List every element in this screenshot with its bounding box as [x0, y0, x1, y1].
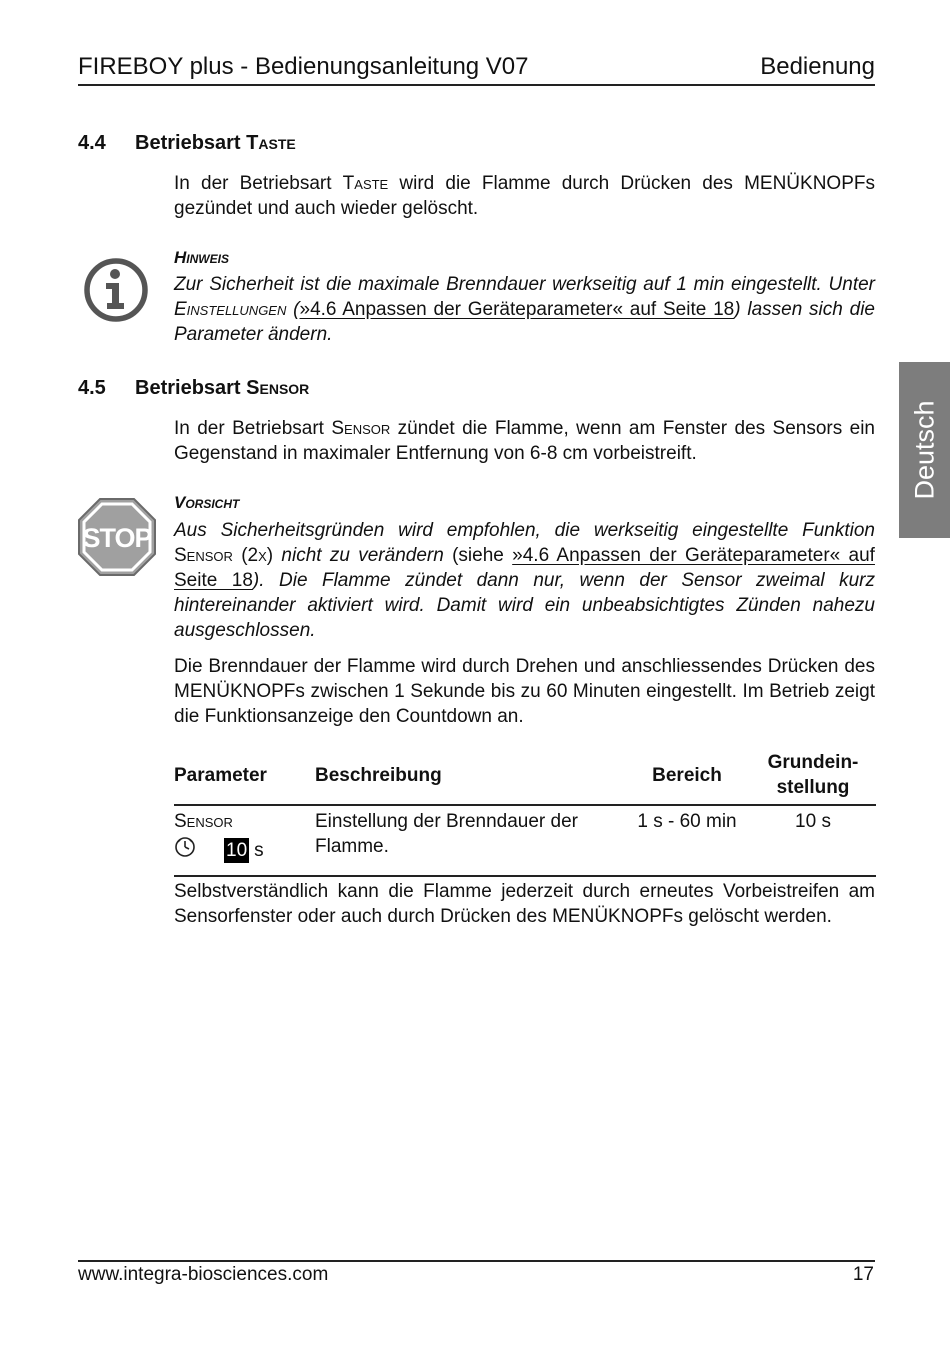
stop-sign-icon: [77, 497, 157, 577]
stop-sign-text: STOP: [82, 523, 152, 553]
caution-text: Aus Sicherheitsgründen wird empfohlen, die werkseitig eingestellte Funktion Sensor (2x) nicht zu verändern (siehe »4.6 Anpassen der Geräteparameter« auf Seite 18). Die Flamme zündet dann nur, wenn der Sensor zweimal kurz hintereinander aktiviert wird. Damit wird ein unbeabsichtigtes Zünden nahezu ausgeschlossen.: [174, 520, 875, 641]
header-bereich: Bereich: [652, 764, 722, 786]
document-title: FIREBOY plus - Bedienungsanleitung V07: [78, 53, 529, 80]
section-4-4-heading: 4.4 Betriebsart Taste: [78, 132, 296, 154]
section-4-4-intro: In der Betriebsart Taste wird die Flamme durch Drücken des MENÜKNOPFs gezündet und auch wieder gelöscht.: [174, 173, 875, 219]
note-heading: Hinweis: [174, 248, 229, 267]
table-row: [174, 805, 876, 876]
language-tab: [899, 362, 950, 538]
info-icon: [82, 256, 150, 324]
cell-beschreibung: Einstellung der Brenndauer der Flamme.: [315, 811, 579, 857]
note-text: Zur Sicherheit ist die maximale Brenndauer werkseitig auf 1 min eingestellt. Unter Einstellungen (»4.6 Anpassen der Geräteparameter« auf Seite 18) lassen sich die Parameter ändern.: [174, 274, 875, 345]
display-value: 10: [226, 840, 248, 861]
cell-parameter: Sensor 10 s: [174, 805, 315, 876]
cell-grundeinstellung: 10 s: [795, 811, 831, 832]
closing-paragraph: Selbstverständlich kann die Flamme jederzeit durch erneutes Vorbeistreifen am Sensorfenster oder auch durch Drücken des MENÜKNOPFs gelöscht werden.: [174, 881, 875, 927]
header-grundeinstellung: Grundein- stellung: [767, 752, 859, 798]
footer-url[interactable]: www.integra-biosciences.com: [78, 1264, 329, 1285]
chapter-title: Bedienung: [760, 53, 875, 80]
header-parameter: Parameter: [174, 764, 267, 786]
cell-bereich: 1 s - 60 min: [637, 811, 737, 832]
display-unit: s: [254, 840, 264, 861]
caution-link[interactable]: »4.6 Anpassen der Geräteparameter« auf Seite 18: [174, 545, 875, 591]
table-header-row: [174, 746, 876, 805]
timer-icon: [174, 836, 196, 865]
note-link[interactable]: »4.6 Anpassen der Geräteparameter« auf Seite 18: [299, 299, 735, 320]
language-tab-label: Deutsch: [909, 400, 939, 500]
duration-paragraph: Die Brenndauer der Flamme wird durch Drehen und anschliessendes Drücken des MENÜKNOPFs zwischen 1 Sekunde bis zu 60 Minuten eingestellt. Im Betrieb zeigt die Funktionsanzeige den Countdown an.: [174, 656, 875, 727]
header-rule: [78, 84, 875, 86]
footer-rule: [78, 1260, 875, 1262]
parameter-table: [174, 746, 876, 877]
section-4-5-intro: In der Betriebsart Sensor zündet die Flamme, wenn am Fenster des Sensors ein Gegenstand in maximaler Entfernung von 6-8 cm vorbeistreift.: [174, 418, 875, 464]
caution-heading: Vorsicht: [174, 493, 240, 512]
section-4-5-heading: 4.5 Betriebsart Sensor: [78, 377, 310, 399]
page-number: 17: [852, 1264, 874, 1285]
header-beschreibung: Beschreibung: [315, 764, 442, 786]
